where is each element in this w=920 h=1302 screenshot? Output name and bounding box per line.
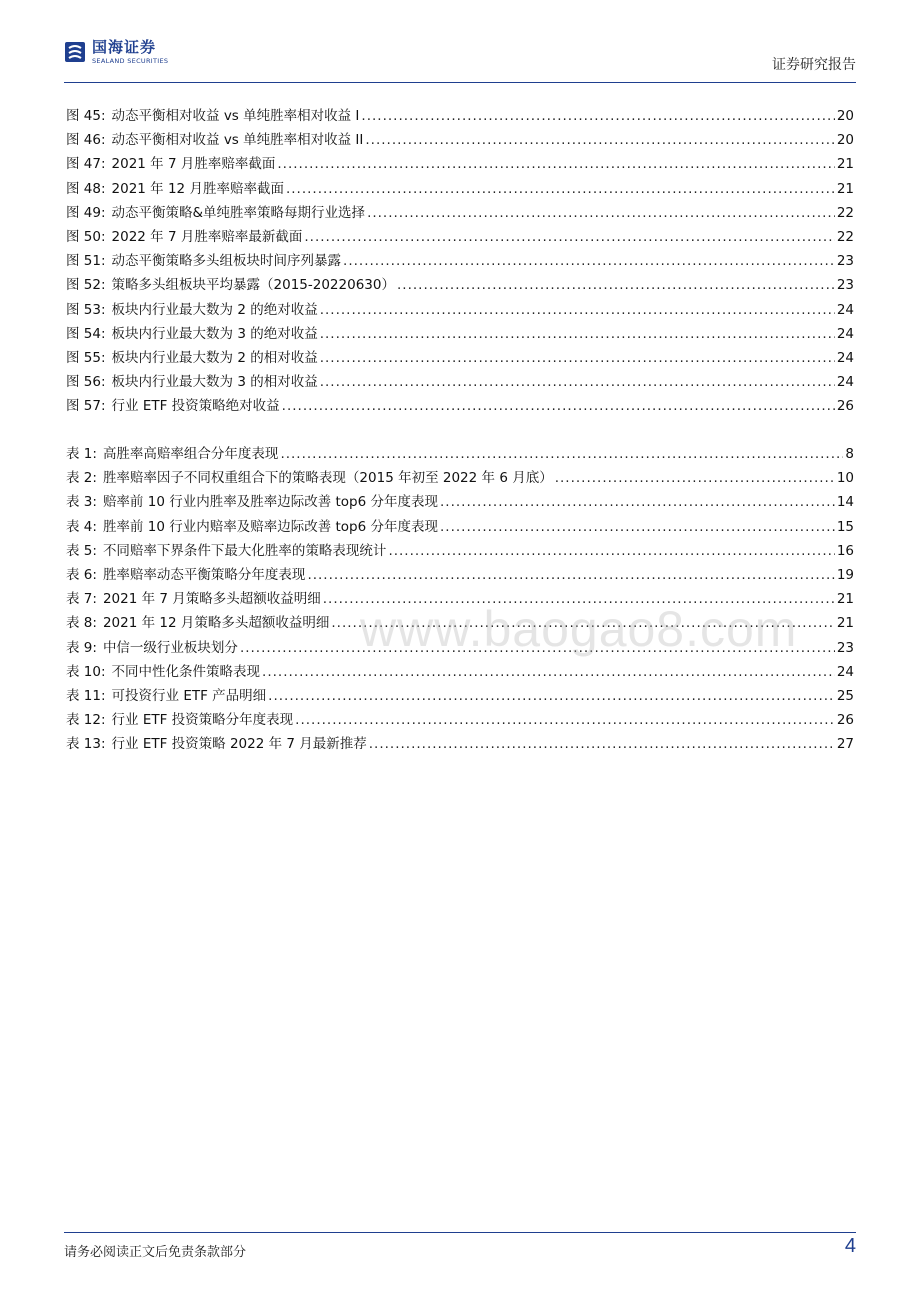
- sealand-logo-icon: [64, 40, 86, 64]
- entry-page-number: 23: [836, 639, 854, 656]
- dot-leader: [369, 732, 835, 756]
- entry-title: 板块内行业最大数为 2 的相对收益: [111, 349, 318, 366]
- entry-title: 动态平衡策略&单纯胜率策略每期行业选择: [111, 204, 366, 221]
- figure-entry[interactable]: [66, 346, 854, 370]
- entry-page-number: 22: [836, 204, 854, 221]
- entry-number: 表 3:: [66, 494, 97, 511]
- dot-leader: [262, 660, 835, 684]
- table-entry[interactable]: [66, 684, 854, 708]
- entry-page-number: 23: [836, 253, 854, 270]
- dot-leader: [277, 152, 834, 176]
- entry-page-number: 20: [836, 108, 854, 124]
- dot-leader: [343, 249, 835, 273]
- dot-leader: [361, 104, 834, 128]
- entry-number: 表 5:: [66, 542, 97, 559]
- page-number: 4: [844, 1235, 856, 1257]
- figure-entry[interactable]: [66, 249, 854, 273]
- entry-number: 图 50:: [66, 228, 106, 245]
- entry-title: 高胜率高赔率组合分年度表现: [102, 446, 279, 462]
- entry-title: 行业 ETF 投资策略分年度表现: [111, 712, 294, 729]
- table-entry[interactable]: [66, 466, 854, 490]
- entry-title: 不同中性化条件策略表现: [111, 663, 261, 680]
- entry-page-number: 20: [836, 132, 854, 149]
- entry-number: 表 7:: [66, 591, 97, 608]
- table-entry[interactable]: [66, 563, 854, 587]
- entry-title: 胜率赔率动态平衡策略分年度表现: [102, 566, 306, 583]
- entry-page-number: 8: [845, 446, 854, 462]
- dot-leader: [440, 515, 835, 539]
- entry-page-number: 16: [836, 542, 854, 559]
- entry-title: 2021 年 7 月策略多头超额收益明细: [102, 591, 321, 608]
- entry-title: 动态平衡相对收益 vs 单纯胜率相对收益 II: [111, 132, 364, 149]
- dot-leader: [295, 708, 835, 732]
- entry-number: 表 12:: [66, 712, 106, 729]
- entry-number: 表 1:: [66, 446, 97, 462]
- figure-entry[interactable]: [66, 177, 854, 201]
- entry-title: 行业 ETF 投资策略 2022 年 7 月最新推荐: [111, 736, 367, 753]
- figure-index: [66, 104, 854, 418]
- entry-page-number: 25: [836, 687, 854, 704]
- entry-page-number: 14: [836, 494, 854, 511]
- dot-leader: [280, 442, 843, 466]
- entry-number: 图 49:: [66, 204, 106, 221]
- company-logo: [64, 40, 168, 65]
- figure-entry[interactable]: [66, 201, 854, 225]
- dot-leader: [320, 346, 835, 370]
- entry-number: 表 2:: [66, 470, 97, 487]
- figure-entry[interactable]: [66, 394, 854, 418]
- entry-title: 胜率赔率因子不同权重组合下的策略表现（2015 年初至 2022 年 6 月底）: [102, 470, 553, 487]
- entry-title: 中信一级行业板块划分: [102, 639, 238, 656]
- dot-leader: [397, 273, 835, 297]
- entry-page-number: 24: [836, 663, 854, 680]
- entry-number: 表 8:: [66, 615, 97, 632]
- entry-page-number: 21: [836, 615, 854, 632]
- page-footer: [64, 1232, 856, 1267]
- entry-title: 不同赔率下界条件下最大化胜率的策略表现统计: [102, 542, 387, 559]
- entry-number: 图 55:: [66, 349, 106, 366]
- entry-title: 板块内行业最大数为 2 的绝对收益: [111, 301, 318, 318]
- entry-page-number: 21: [836, 156, 854, 173]
- table-entry[interactable]: [66, 708, 854, 732]
- logo-english-name: SEALAND SECURITIES: [92, 57, 169, 65]
- entry-title: 策略多头组板块平均暴露（2015-20220630）: [111, 277, 395, 294]
- entry-page-number: 26: [836, 712, 854, 729]
- dot-leader: [286, 177, 835, 201]
- dot-leader: [282, 394, 835, 418]
- entry-page-number: 24: [836, 374, 854, 391]
- entry-page-number: 24: [836, 325, 854, 342]
- dot-leader: [307, 563, 834, 587]
- entry-title: 2021 年 12 月策略多头超额收益明细: [102, 615, 330, 632]
- report-type-label: 证券研究报告: [772, 57, 856, 73]
- entry-page-number: 21: [836, 180, 854, 197]
- entry-page-number: 24: [836, 349, 854, 366]
- dot-leader: [367, 201, 835, 225]
- table-entry[interactable]: [66, 660, 854, 684]
- figure-entry[interactable]: [66, 152, 854, 176]
- entry-title: 可投资行业 ETF 产品明细: [111, 687, 267, 704]
- entry-title: 2021 年 12 月胜率赔率截面: [111, 180, 284, 197]
- entry-number: 图 45:: [66, 108, 106, 124]
- table-entry[interactable]: [66, 732, 854, 756]
- figure-entry[interactable]: [66, 104, 854, 128]
- entry-title: 2022 年 7 月胜率赔率最新截面: [111, 228, 303, 245]
- figure-entry[interactable]: [66, 322, 854, 346]
- figure-entry[interactable]: [66, 370, 854, 394]
- entry-title: 动态平衡策略多头组板块时间序列暴露: [111, 253, 342, 270]
- figure-entry[interactable]: [66, 128, 854, 152]
- entry-page-number: 26: [836, 398, 854, 415]
- entry-page-number: 24: [836, 301, 854, 318]
- entry-number: 表 6:: [66, 566, 97, 583]
- entry-number: 图 47:: [66, 156, 106, 173]
- dot-leader: [365, 128, 834, 152]
- entry-page-number: 22: [836, 228, 854, 245]
- entry-page-number: 10: [836, 470, 854, 487]
- table-entry[interactable]: [66, 490, 854, 514]
- entry-page-number: 27: [836, 736, 854, 753]
- figure-list: [66, 104, 854, 418]
- watermark: www.baogao8.com: [360, 601, 798, 657]
- table-entry[interactable]: [66, 539, 854, 563]
- figure-entry[interactable]: [66, 225, 854, 249]
- entry-number: 图 53:: [66, 301, 106, 318]
- entry-title: 板块内行业最大数为 3 的绝对收益: [111, 325, 318, 342]
- dot-leader: [555, 466, 835, 490]
- entry-title: 动态平衡相对收益 vs 单纯胜率相对收益 I: [111, 108, 360, 124]
- table-entry[interactable]: [66, 442, 854, 466]
- page-header: [64, 40, 856, 83]
- table-entry[interactable]: [66, 515, 854, 539]
- entry-title: 行业 ETF 投资策略绝对收益: [111, 398, 280, 415]
- entry-number: 表 9:: [66, 639, 97, 656]
- dot-leader: [320, 322, 835, 346]
- entry-number: 图 52:: [66, 277, 106, 294]
- entry-page-number: 19: [836, 566, 854, 583]
- entry-page-number: 21: [836, 591, 854, 608]
- entry-title: 板块内行业最大数为 3 的相对收益: [111, 374, 318, 391]
- entry-page-number: 15: [836, 518, 854, 535]
- entry-number: 图 46:: [66, 132, 106, 149]
- dot-leader: [268, 684, 835, 708]
- figure-entry[interactable]: [66, 298, 854, 322]
- entry-number: 图 48:: [66, 180, 106, 197]
- dot-leader: [320, 370, 835, 394]
- dot-leader: [388, 539, 834, 563]
- entry-title: 2021 年 7 月胜率赔率截面: [111, 156, 276, 173]
- entry-number: 表 11:: [66, 687, 106, 704]
- entry-number: 图 56:: [66, 374, 106, 391]
- entry-number: 图 54:: [66, 325, 106, 342]
- dot-leader: [304, 225, 834, 249]
- entry-number: 图 57:: [66, 398, 106, 415]
- entry-number: 表 10:: [66, 663, 106, 680]
- entry-number: 表 13:: [66, 736, 106, 753]
- logo-chinese-name: 国海证券: [92, 38, 157, 56]
- disclaimer-note: 请务必阅读正文后免责条款部分: [64, 1245, 247, 1260]
- entry-title: 胜率前 10 行业内赔率及赔率边际改善 top6 分年度表现: [102, 518, 438, 535]
- entry-number: 图 51:: [66, 253, 106, 270]
- dot-leader: [440, 490, 835, 514]
- figure-entry[interactable]: [66, 273, 854, 297]
- entry-page-number: 23: [836, 277, 854, 294]
- entry-title: 赔率前 10 行业内胜率及胜率边际改善 top6 分年度表现: [102, 494, 438, 511]
- dot-leader: [320, 298, 835, 322]
- entry-number: 表 4:: [66, 518, 97, 535]
